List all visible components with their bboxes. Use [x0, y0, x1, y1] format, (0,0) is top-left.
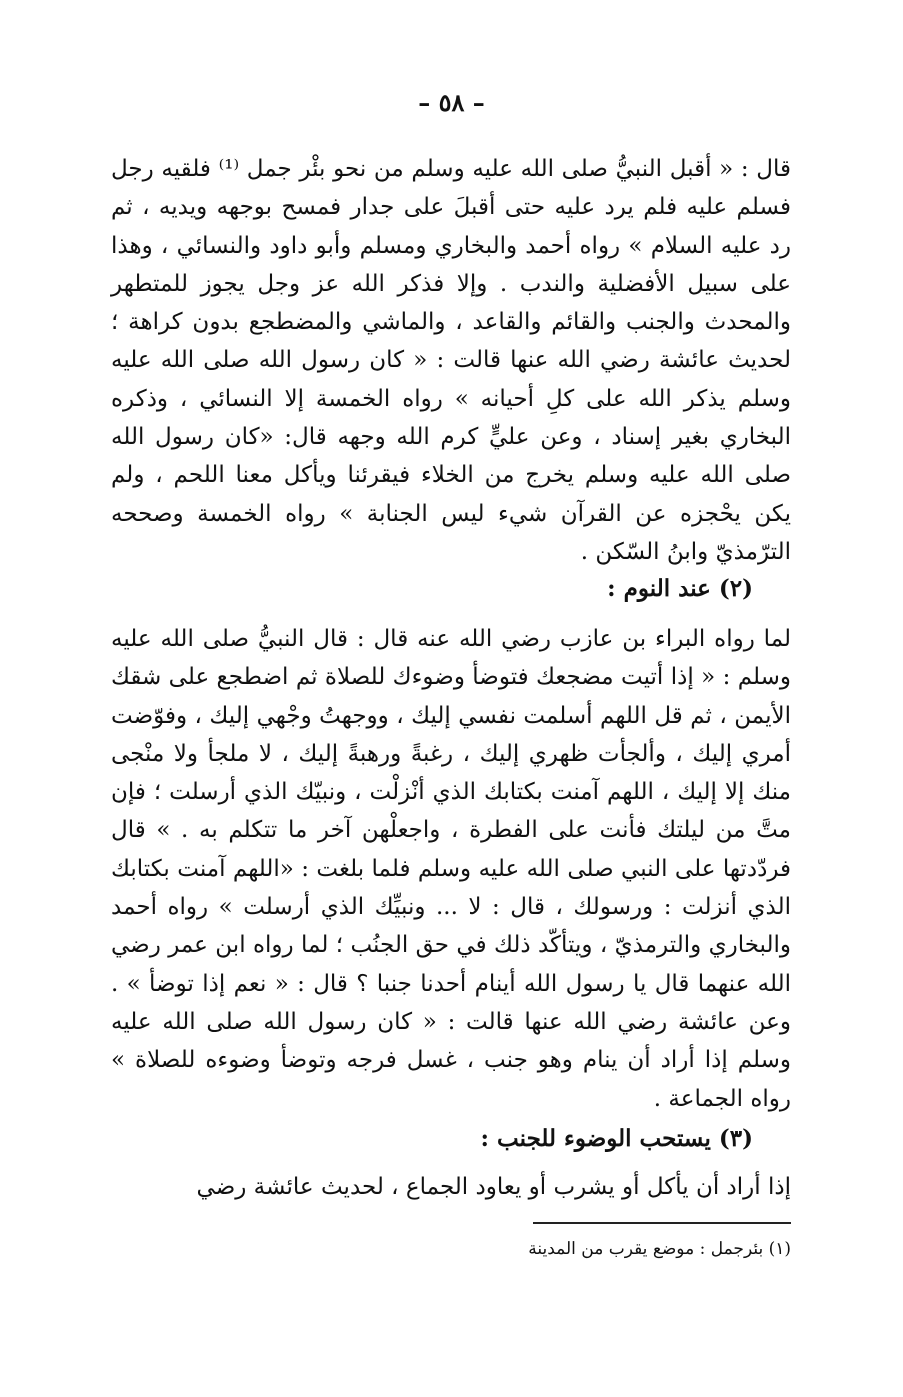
paragraph-hadith-sleep: لما رواه البراء بن عازب رضي الله عنه قال : قال النبيُّ صلى الله عليه وسلم : « إذا أتيت مضجعك فتوضأ وضوءك للصلاة ثم اضطجع على شقك الأيمن ، ثم قل اللهم أسلمت نفسي إليك ، ووجهتُ وجْهي إليك ، وفوّضت أمري إليك ، وألجأت ظهري إليك ، رغبةً ورهبةً إليك ، لا ملجأ ولا منْجى منك إلا إليك ، اللهم آمنت بكتابك الذي أنْزلْت ، ونبيّك الذي أرسلت ؛ فإن متَّ من ليلتك فأنت على الفطرة ، واجعلْهن آخر ما تتكلم به . » قال فردّدتها على النبي صلى الله عليه وسلم فلما بلغت : «اللهم آمنت بكتابك الذي أنزلت : ورسولك ، قال : لا ... ونبيِّك الذي أرسلت » رواه أحمد والبخاري والترمذيّ ، ويتأكّد ذلك في حق الجنُب ؛ لما رواه ابن عمر رضي الله عنهما قال يا رسول الله أينام أحدنا جنبا ؟ قال : « نعم إذا توضأ » . وعن عائشة رضي الله عنها قالت : « كان رسول الله صلى الله عليه وسلم إذا أراد أن ينام وهو جنب ، غسل فرجه وتوضأ وضوءه للصلاة » رواه الجماعة .	[111, 626, 791, 1112]
paragraph-junub-wudu: إذا أراد أن يأكل أو يشرب أو يعاود الجماع ، لحديث عائشة رضي	[196, 1174, 791, 1200]
footnote-divider	[533, 1222, 791, 1224]
section-heading-junub-wudu: (٣) يستحب الوضوء للجنب :	[480, 1125, 753, 1152]
section-heading-sleep: (٢) عند النوم :	[607, 575, 753, 602]
paragraph-hadith-dhikr: قال : « أقبل النبيُّ صلى الله عليه وسلم من نحو بئْر جمل ⁽¹⁾ فلقيه رجل فسلم عليه فلم يرد عليه حتى أقبلَ على جدار فمسح بوجهه ويديه ، ثم رد عليه السلام » رواه أحمد والبخاري ومسلم وأبو داود والنسائي ، وهذا على سبيل الأفضلية والندب . وإلا فذكر الله عز وجل يجوز للمتطهر والمحدث والجنب والقائم والقاعد ، والماشي والمضطجع بدون كراهة ؛ لحديث عائشة رضي الله عنها قالت : « كان رسول الله صلى الله عليه وسلم يذكر الله على كلِ أحيانه » رواه الخمسة إلا النسائي ، وذكره البخاري بغير إسناد ، وعن عليٍّ كرم الله وجهه قال: «كان رسول الله صلى الله عليه وسلم يخرج من الخلاء فيقرئنا ويأكل معنا اللحم ، ولم يكن يحْجزه عن القرآن شيء ليس الجنابة » رواه الخمسة وصححه الترّمذيّ وابنُ السّكن .	[111, 156, 791, 565]
page-number: – ٥٨ –	[418, 88, 485, 117]
footnote: (١) بئرجمل : موضع يقرب من المدينة	[528, 1239, 791, 1259]
